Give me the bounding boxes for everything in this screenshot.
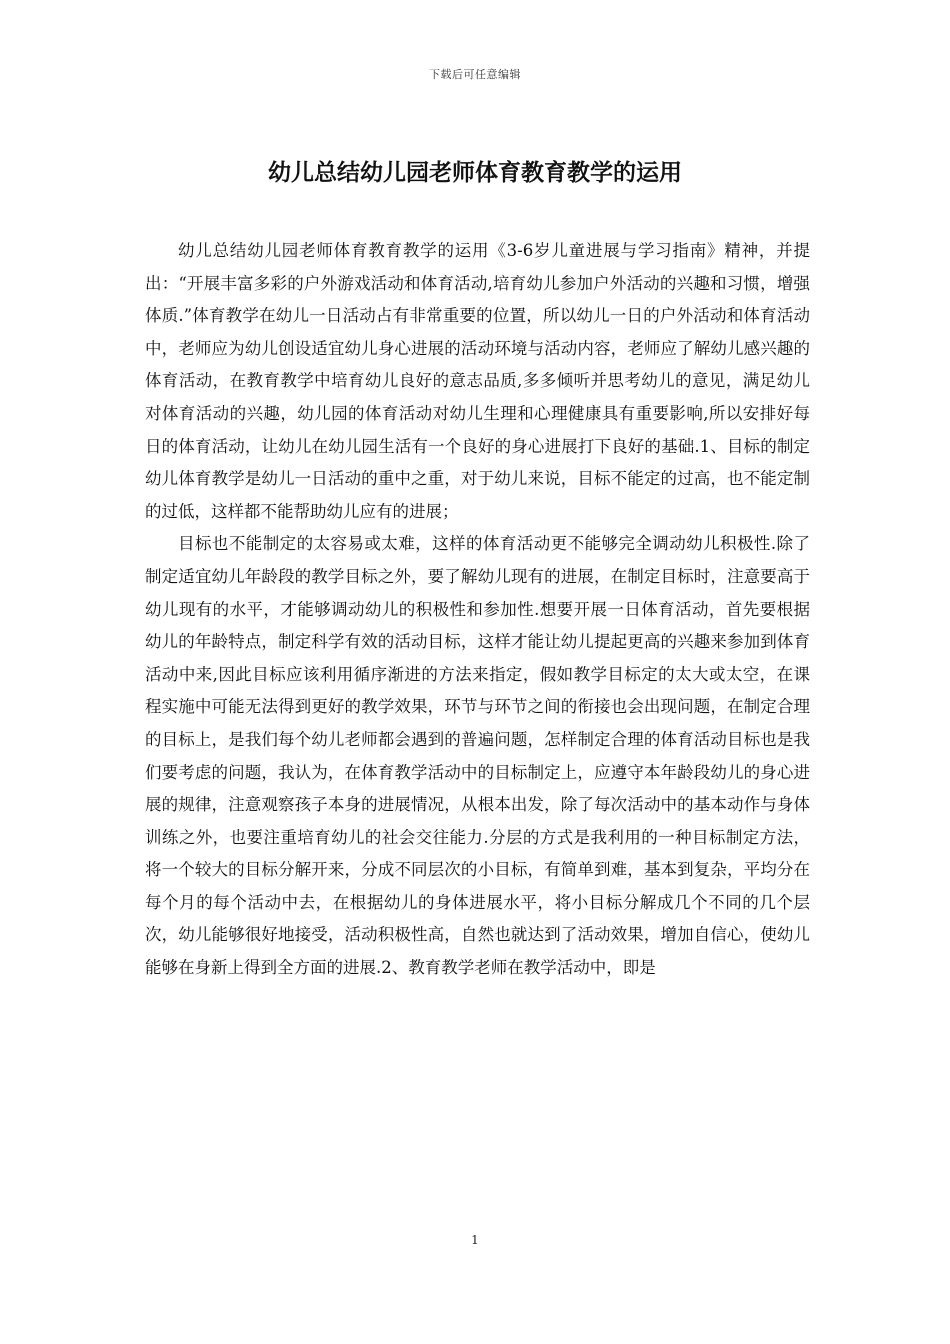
- body-paragraph-2: 目标也不能制定的太容易或太难，这样的体育活动更不能够完全调动幼儿积极性.除了制定适宜幼儿年龄段的教学目标之外，要了解幼儿现有的进展，在制定目标时，注意要高于幼儿现有的水平，才能够调动幼儿的积极性和参加性.想要开展一日体育活动，首先要根据幼儿的年龄特点，制定科学有效的活动目标，这样才能让幼儿提起更高的兴趣来参加到体育活动中来,因此目标应该利用循序渐进的方法来指定，假如教学目标定的太大或太空，在课程实施中可能无法得到更好的教学效果，环节与环节之间的衔接也会出现问题，在制定合理的目标上，是我们每个幼儿老师都会遇到的普遍问题，怎样制定合理的体育活动目标也是我们要考虑的问题，我认为，在体育教学活动中的目标制定上，应遵守本年龄段幼儿的身心进展的规律，注意观察孩子本身的进展情况，从根本出发，除了每次活动中的基本动作与身体训练之外，也要注重培育幼儿的社会交往能力.分层的方式是我利用的一种目标制定方法，将一个较大的目标分解开来，分成不同层次的小目标，有简单到难，基本到复杂，平均分在每个月的每个活动中去，在根据幼儿的身体进展水平，将小目标分解成几个不同的几个层次，幼儿能够很好地接受，活动积极性高，自然也就达到了活动效果，增加自信心，使幼儿能够在身新上得到全方面的进展.2、教育教学老师在教学活动中，即是: [145, 534, 810, 978]
- document-title: 幼儿总结幼儿园老师体育教育教学的运用: [268, 160, 682, 186]
- body-paragraph-1: 幼儿总结幼儿园老师体育教育教学的运用《3-6岁儿童进展与学习指南》精神，并提出：“开展丰富多彩的户外游戏活动和体育活动,培育幼儿参加户外活动的兴趣和习惯，增强体质.”体育教学在幼儿一日活动占有非常重要的位置，所以幼儿一日的户外活动和体育活动中，老师应为幼儿创设适宜幼儿身心进展的活动环境与活动内容，老师应了解幼儿感兴趣的体育活动，在教育教学中培育幼儿良好的意志品质,多多倾听并思考幼儿的意见，满足幼儿对体育活动的兴趣，幼儿园的体育活动对幼儿生理和心理健康具有重要影响,所以安排好每日的体育活动，让幼儿在幼儿园生活有一个良好的身心进展打下良好的基础.1、目标的制定幼儿体育教学是幼儿一日活动的重中之重，对于幼儿来说，目标不能定的过高，也不能定制的过低，这样都不能帮助幼儿应有的进展；: [145, 241, 810, 521]
- header-note: 下载后可任意编辑: [429, 68, 521, 81]
- page-number: 1: [471, 1233, 479, 1247]
- document-body: [145, 235, 810, 985]
